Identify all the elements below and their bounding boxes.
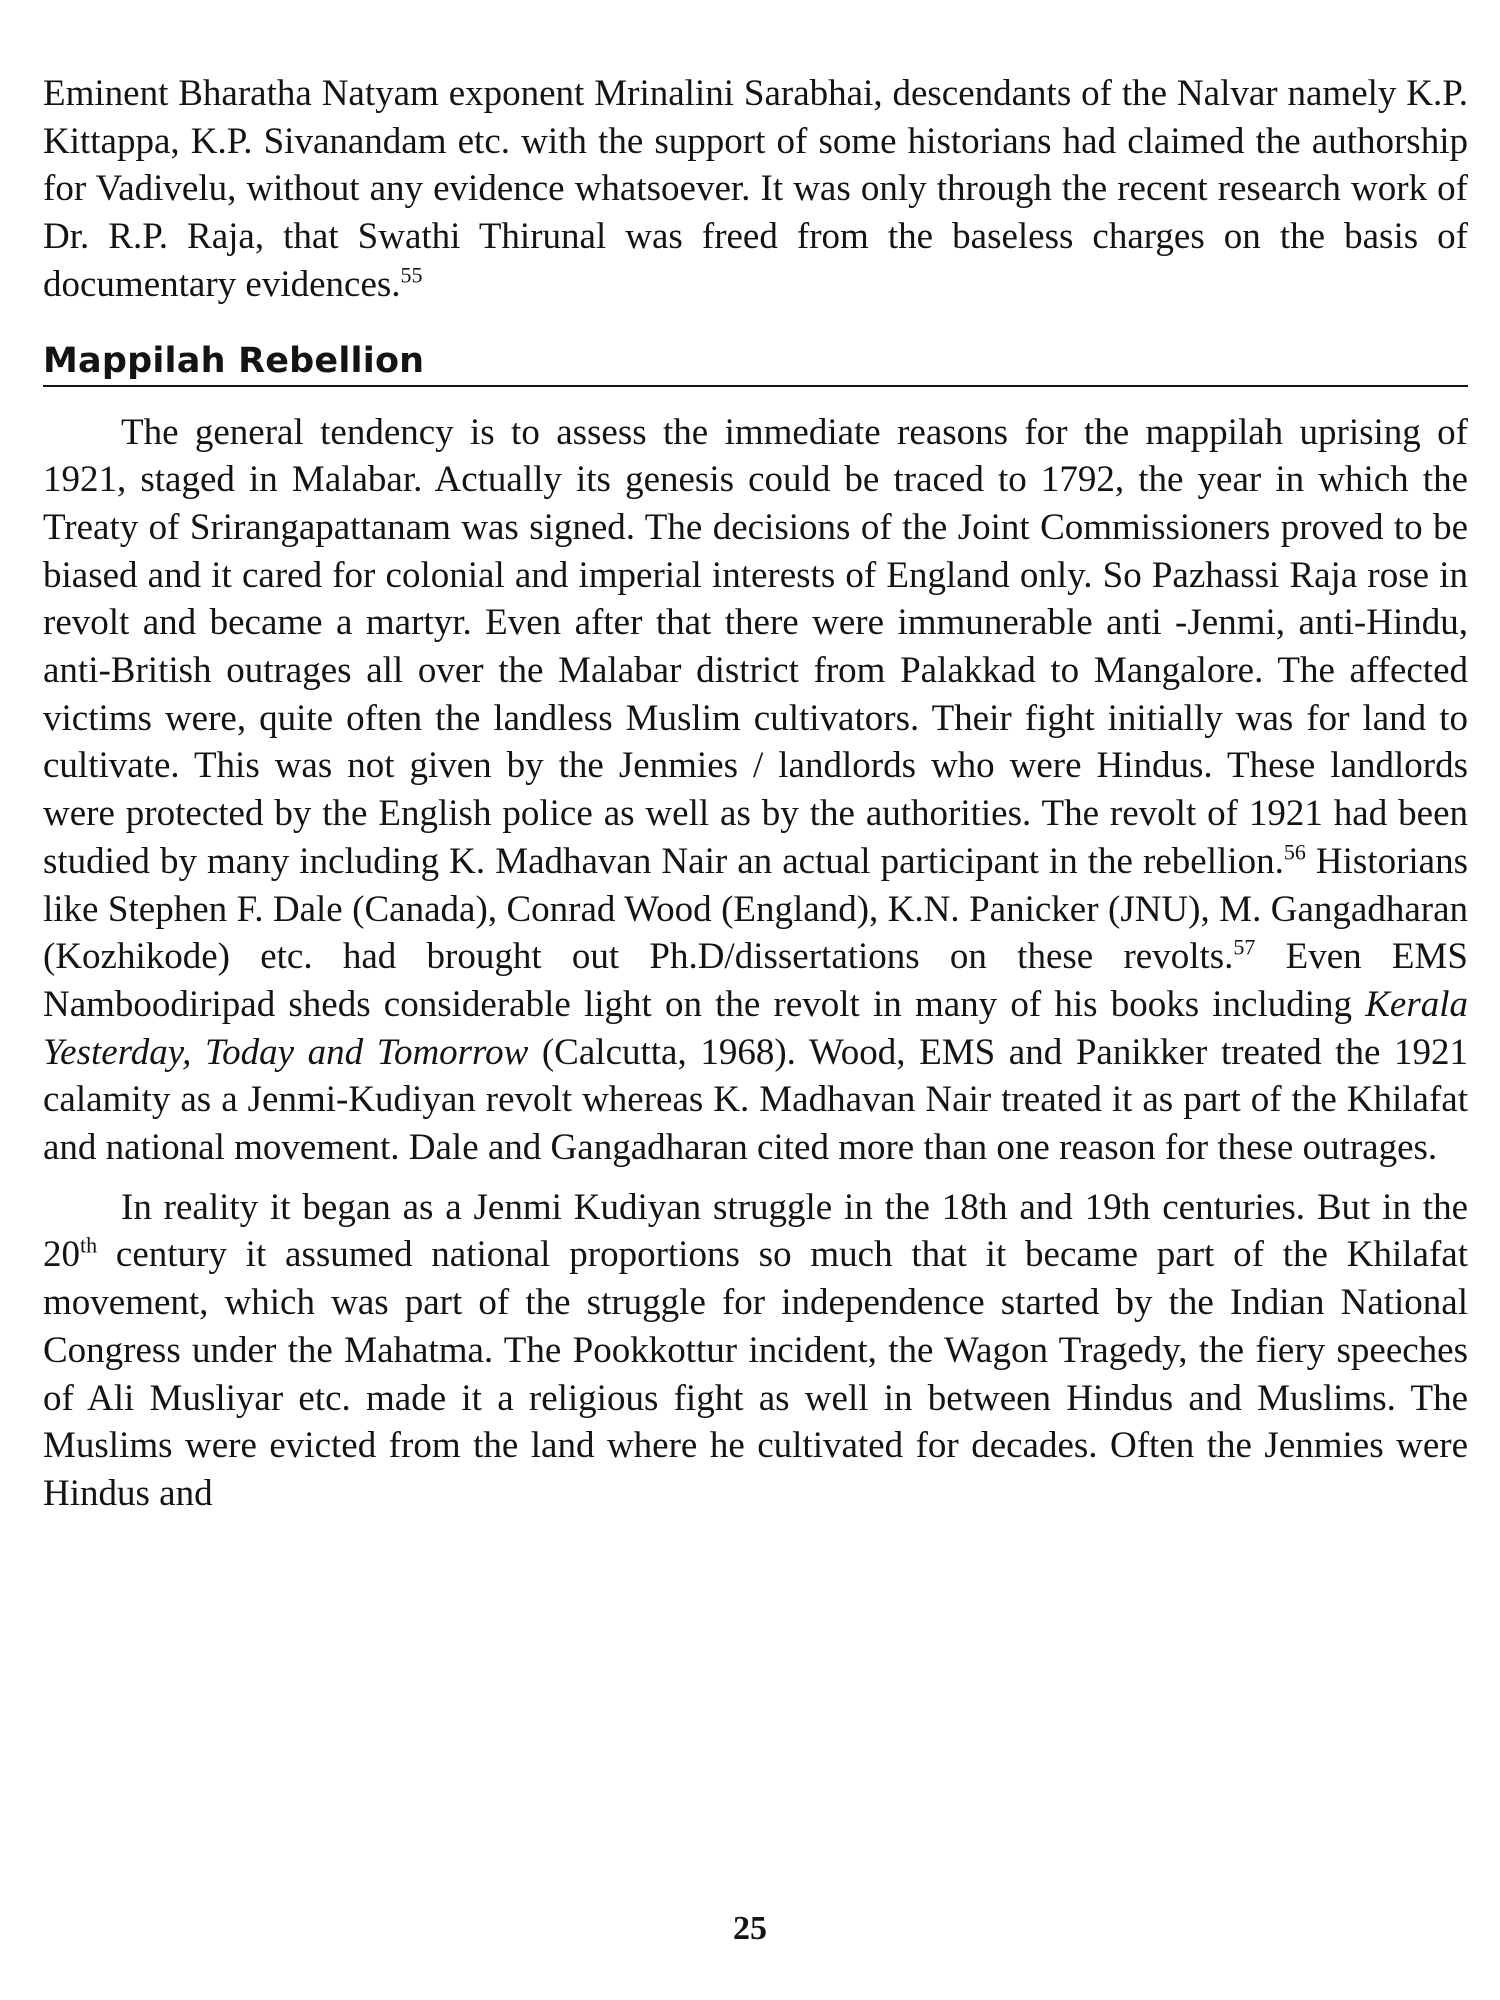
paragraph-3 [43, 1184, 1468, 1518]
paragraph-2-part-d: (Calcutta, 1968). Wood, EMS and Panikker treated the 1921 calamity as a Jenmi-Kudiyan revolt whereas K. Madhavan Nair treated it as part of the Khilafat and national movement. Dale and Gangadharan cited more than one reason for these outrages. [43, 1031, 1468, 1169]
paragraph-2-part-a: The general tendency is to assess the immediate reasons for the mappilah uprising of 1921, staged in Malabar. Actually its genesis could be traced to 1792, the year in which the Treaty of Srirangapattanam was signed. The decisions of the Joint Commissioners proved to be biased and it cared for colonial and imperial interests of England only. So Pazhassi Raja rose in revolt and became a martyr. Even after that there were immunerable anti -Jenmi, anti-Hindu, anti-British outrages all over the Malabar district from Palakkad to Mangalore. The affected victims were, quite often the landless Muslim cultivators. Their fight initially was for land to cultivate. This was not given by the Jenmies / landlords who were Hindus. These landlords were protected by the English police as well as by the authorities. The revolt of 1921 had been studied by many including K. Madhavan Nair an actual participant in the rebellion. [43, 411, 1468, 882]
paragraph-3-part-a: In reality it began as a Jenmi Kudiyan struggle in the 18th and 19th centuries. But in the 20 [43, 1186, 1468, 1276]
paragraph-1 [43, 70, 1468, 309]
book-title: Kerala Yesterday, Today and Tomorrow [43, 983, 1468, 1073]
paragraph-2 [43, 409, 1468, 1172]
footnote-ref-57[interactable]: 57 [1233, 934, 1256, 960]
section-heading-rule [43, 339, 1468, 387]
page-body [43, 70, 1468, 1518]
paragraph-2-part-b: Historians like Stephen F. Dale (Canada), Conrad Wood (England), K.N. Panicker (JNU), M. Gangadharan (Kozhikode) etc. had brought out Ph.D/dissertations on these revolts. [43, 840, 1468, 978]
paragraph-1-text: Eminent Bharatha Natyam exponent Mrinalini Sarabhai, descendants of the Nalvar namely K.P. Kittappa, K.P. Sivanandam etc. with the support of some historians had claimed the authorship for Vadivelu, without any evidence whatsoever. It was only through the recent research work of Dr. R.P. Raja, that Swathi Thirunal was freed from the baseless charges on the basis of documentary evidences. [43, 73, 1468, 305]
paragraph-2-part-c: Even EMS Namboodiripad sheds considerable light on the revolt in many of his books including [43, 936, 1468, 1025]
page-number: 25 [733, 1910, 767, 1947]
paragraph-3-part-b: century it assumed national proportions so much that it became part of the Khilafat movement, which was part of the struggle for independence started by the Indian National Congress under the Mahatma. The Pookkottur incident, the Wagon Tragedy, the fiery speeches of Ali Musliyar etc. made it a religious fight as well in between Hindus and Muslims. The Muslims were evicted from the land where he cultivated for decades. Often the Jenmies were Hindus and [43, 1234, 1468, 1514]
ordinal-suffix: th [80, 1233, 98, 1259]
footnote-ref-55[interactable]: 55 [400, 262, 423, 288]
footnote-ref-56[interactable]: 56 [1283, 839, 1306, 865]
section-heading: Mappilah Rebellion [43, 340, 425, 381]
